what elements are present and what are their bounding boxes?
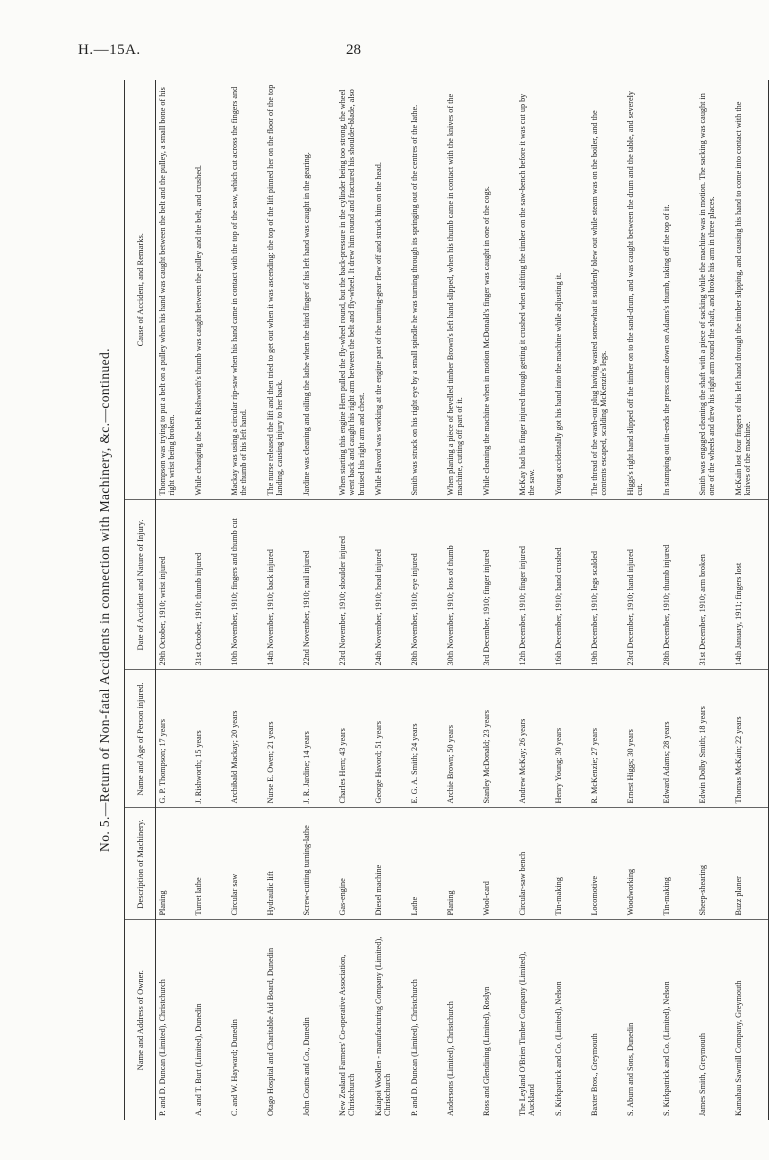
cell-date: 14th January, 1911; fingers lost (732, 500, 769, 670)
table-row (588, 80, 624, 1120)
table-row (264, 80, 300, 1120)
cell-machinery: Tin-making (660, 808, 696, 920)
cell-person: George Havord; 51 years (372, 670, 408, 808)
table-row (228, 80, 264, 1120)
cell-person: R. McKenzie; 27 years (588, 670, 624, 808)
table-row (660, 80, 696, 1120)
cell-machinery: Hydraulic lift (264, 808, 300, 920)
cell-machinery: Circular saw (228, 808, 264, 920)
table-row (156, 80, 193, 1120)
cell-owner: Ross and Glendining (Limited), Roslyn (482, 986, 491, 1116)
rotated-table-region (90, 80, 753, 1120)
cell-owner: Kaiapoi Woollen - manufacturing Company (Limited), Christchurch (374, 936, 393, 1116)
cell-date: 29th October, 1910; wrist injured (156, 500, 193, 670)
cell-owner: Kamahau Sawmill Company, Greymouth (732, 920, 769, 1120)
header-machinery: Description of Machinery. (125, 808, 156, 920)
cell-person: E. G. A. Smith; 24 years (408, 670, 444, 808)
cell-machinery: Tin-making (552, 808, 588, 920)
cell-date: 14th November, 1910; back injured (264, 500, 300, 670)
table-title: No. 5.—Return of Non-fatal Accidents in connection with Machinery, &c.—continued. (97, 348, 112, 852)
cell-owner: John Coutts and Co., Dunedin (302, 1017, 311, 1116)
cell-date: 22nd November, 1910; nail injured (300, 500, 336, 670)
cell-owner: A. and T. Burt (Limited), Dunedin (194, 1003, 203, 1116)
cell-cause: While Havord was working at the engine part of the turning-gear flew off and struck him on the head. (372, 80, 408, 500)
table-row (624, 80, 660, 1120)
cell-date: 28th December, 1910; thumb injured (660, 500, 696, 670)
cell-date: 12th December, 1910; finger injured (516, 500, 552, 670)
cell-cause: McKay had his finger injured through getting it crushed when shifting the timber on the saw-bench before it was cut up by the saw. (516, 80, 552, 500)
accidents-table (124, 80, 769, 1120)
cell-cause: Young accidentally got his hand into the machine while adjusting it. (552, 80, 588, 500)
table-row (732, 80, 769, 1120)
header-row (125, 80, 156, 1120)
cell-person: Edwin Dolby Smith; 18 years (696, 670, 732, 808)
cell-owner: Andersons (Limited), Christchurch (446, 1001, 455, 1116)
cell-machinery: Woodworking (624, 808, 660, 920)
cell-date: 3rd December, 1910; finger injured (480, 500, 516, 670)
cell-person: J. R. Jardine; 14 years (300, 670, 336, 808)
cell-owner: Baxter Bros., Greymouth (590, 1033, 599, 1116)
cell-date: 28th November, 1910; eye injured (408, 500, 444, 670)
cell-owner: New Zealand Farmers' Co-operative Association, Christchurch (338, 954, 357, 1116)
cell-date: 23rd November, 1910; shoulder injured (336, 500, 372, 670)
cell-cause: Smith was engaged cleaning the shaft with a piece of sacking while the machine was in motion. The sacking was caught in one of the wheels and drew his right arm round the shaft, and broke his arm in three places. (696, 80, 732, 500)
cell-person: Thomas McKain; 22 years (732, 670, 769, 808)
page-code: H.—15A. (78, 42, 141, 58)
cell-machinery: Planing (156, 808, 193, 920)
cell-machinery: Buzz planer (732, 808, 769, 920)
cell-cause: Smith was struck on his right eye by a small spindle he was turning through its springing out of the centres of the lathe. (408, 80, 444, 500)
table-row (192, 80, 228, 1120)
cell-date: 31st December, 1910; arm broken (696, 500, 732, 670)
cell-cause: Thompson was trying to put a belt on a pulley when his hand was caught between the belt and the pulley, a small bone of his right wrist being broken. (156, 80, 193, 500)
cell-machinery: Lathe (408, 808, 444, 920)
cell-person: J. Rishworth; 15 years (192, 670, 228, 808)
cell-person: Stanley McDonald; 23 years (480, 670, 516, 808)
page-number: 28 (346, 42, 361, 58)
cell-machinery: Gas-engine (336, 808, 372, 920)
cell-date: 10th November, 1910; fingers and thumb cut (228, 500, 264, 670)
table-row (408, 80, 444, 1120)
cell-cause: In stamping out tin-ends the press came down on Adams's thumb, taking off the top of it. (660, 80, 696, 500)
cell-cause: While cleaning the machine when in motion McDonald's finger was caught in one of the cogs. (480, 80, 516, 500)
cell-machinery: Planing (444, 808, 480, 920)
cell-owner: P. and D. Duncan (Limited), Christchurch (158, 979, 167, 1116)
cell-machinery: Turret lathe (192, 808, 228, 920)
cell-machinery: Diesel machine (372, 808, 408, 920)
cell-person: Andrew McKay; 26 years (516, 670, 552, 808)
cell-owner: S. Aburn and Sons, Dunedin (626, 1022, 635, 1116)
table-row (336, 80, 372, 1120)
cell-date: 23rd December, 1910; hand injured (624, 500, 660, 670)
cell-machinery: Wool-card (480, 808, 516, 920)
cell-person: Archie Brown; 50 years (444, 670, 480, 808)
cell-machinery: Circular-saw bench (516, 808, 552, 920)
header-cause: Cause of Accident, and Remarks. (125, 80, 156, 500)
cell-owner: S. Kirkpatrick and Co. (Limited), Nelson (662, 981, 671, 1116)
cell-date: 24th November, 1910; head injured (372, 500, 408, 670)
table-row (444, 80, 480, 1120)
table-row (300, 80, 336, 1120)
cell-machinery: Sheep-shearing (696, 808, 732, 920)
table-body (156, 80, 769, 1120)
cell-cause: When starting this engine Hern pulled the fly-wheel round, but the back-pressure in the cylinder being too strong, the wheel went back and caught his right arm between the belt and fly-wheel. It drew him round and fractured his shoulder-blade, also bruised his right arm and chest. (336, 80, 372, 500)
cell-cause: When planing a piece of bevelled timber Brown's left hand slipped, when his thumb came in contact with the knives of the machine, cutting off part of it. (444, 80, 480, 500)
cell-date: 31st October, 1910; thumb injured (192, 500, 228, 670)
cell-person: G. P. Thompson; 17 years (156, 670, 193, 808)
cell-cause: The thread of the wash-out plug having wasted somewhat it suddenly blew out while steam was on the boiler, and the contents escaped, scalding McKenzie's legs. (588, 80, 624, 500)
cell-person: Nurse E. Owen; 21 years (264, 670, 300, 808)
table-row (696, 80, 732, 1120)
cell-cause: Mackay was using a circular rip-saw when his hand came in contact with the top of the saw, which cut across the fingers and the thumb of his left hand. (228, 80, 264, 500)
cell-person: Edward Adams; 28 years (660, 670, 696, 808)
cell-person: Henry Young; 30 years (552, 670, 588, 808)
cell-cause: Jardine was cleaning and oiling the lathe when the third finger of his left hand was caught in the gearing. (300, 80, 336, 500)
cell-machinery: Screw-cutting turning-lathe (300, 808, 336, 920)
cell-cause: While changing the belt Rishworth's thumb was caught between the pulley and the belt, and crushed. (192, 80, 228, 500)
cell-owner: Otago Hospital and Charitable Aid Board, Dunedin (266, 947, 275, 1116)
cell-cause: McKain lost four fingers of his left hand through the timber slipping, and causing his hand to come into contact with the knives of the machine. (732, 80, 769, 500)
cell-date: 30th November, 1910; loss of thumb (444, 500, 480, 670)
table-row (552, 80, 588, 1120)
header-date: Date of Accident and Nature of Injury. (125, 500, 156, 670)
cell-owner: P. and D. Duncan (Limited), Christchurch (410, 979, 419, 1116)
cell-machinery: Locomotive (588, 808, 624, 920)
cell-person: Ernest Higgs; 30 years (624, 670, 660, 808)
cell-person: Archibald Mackay; 20 years (228, 670, 264, 808)
cell-person: Charles Hern; 43 years (336, 670, 372, 808)
table-row (516, 80, 552, 1120)
table-row (480, 80, 516, 1120)
cell-owner: S. Kirkpatrick and Co. (Limited), Nelson (554, 981, 563, 1116)
cell-cause: The nurse released the lift and then tried to get out when it was ascending: the top of the lift pinned her on the floor of the top landing, causing injury to her back. (264, 80, 300, 500)
header-owner: Name and Address of Owner. (125, 920, 156, 1120)
cell-date: 19th December, 1910; legs scalded (588, 500, 624, 670)
cell-date: 16th December, 1910; hand crushed (552, 500, 588, 670)
cell-owner: James Smith, Greymouth (698, 1032, 707, 1116)
cell-cause: Higgs's right hand slipped off the timber on to the sand-drum, and was caught between the drum and the table, and severely cut. (624, 80, 660, 500)
table-row (372, 80, 408, 1120)
cell-owner: The Leyland O'Brien Timber Company (Limited), Auckland (518, 951, 537, 1116)
cell-owner: C. and W. Hayward; Dunedin (230, 1019, 239, 1116)
header-person: Name and Age of Person injured. (125, 670, 156, 808)
